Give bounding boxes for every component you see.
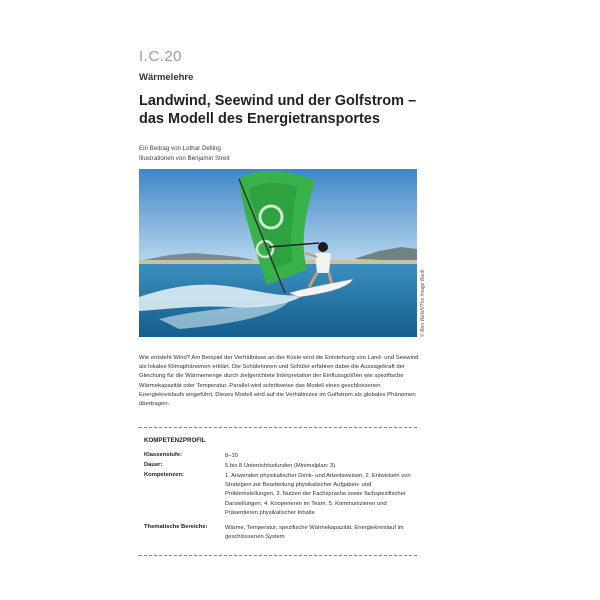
unit-code: I.C.20 — [139, 48, 183, 65]
page-title — [139, 92, 439, 128]
byline — [139, 144, 229, 164]
competencies-value: 1. Anwenden physikalischer Denk- und Arbeitsweisen, 2. Entwickeln von Strategien zur Bearbeitung physikalischer Aufgaben- und Problemstellungen, 3. Nutzen der Fachsprache sowie fachspezifischer Darstellungen, 4. Kooperieren im Team, 5. Kommunizieren und Präsentieren physikalischer Inhalte — [225, 473, 411, 516]
grade-value: 8–10 — [225, 453, 238, 459]
topics-label: Thematische Bereiche: — [144, 524, 208, 530]
title-line-1: Landwind, Seewind und der Golfstrom – — [139, 93, 417, 109]
duration-value: 5 bis 8 Unterrichtsstunden (Minimalplan: 3) — [225, 463, 336, 469]
windsurfer-photo — [139, 169, 417, 337]
divider-top — [139, 427, 417, 428]
competencies-label: Kompetenzen: — [144, 472, 184, 478]
photo-credit: © Ben Welsh/The Image Bank — [420, 269, 426, 337]
author-credit: Ein Beitrag von Lothar Delling — [139, 145, 221, 152]
windsurfer-illustration — [139, 169, 417, 337]
profile-title: KOMPETENZPROFIL — [144, 437, 206, 444]
section-label: Wärmelehre — [139, 72, 194, 83]
duration-label: Dauer: — [144, 462, 163, 468]
divider-bottom — [139, 555, 417, 556]
grade-label: Klassenstufe: — [144, 452, 183, 458]
intro-paragraph: Wie entsteht Wind? Am Beispiel der Verhältnisse an der Küste wird die Entstehung von Land- und Seewind als lokales Klimaphänomen erklärt. Die Schülerinnen und Schüler erfahren dabei die Aussagekraft der Gleichung für die Wärmemenge durch zielgerichtete Interpretation der Einflussgrößen wie spezifische Wärmekapazität oder Temperatur. Parallel wird schrittweise das Modell eines geschlossenen Energiekreislaufs eingeführt. Dieses Modell wird auf die Verhältnisse im Golfstrom als globales Phänomen übertragen. — [139, 355, 419, 408]
topics-value: Wärme, Temperatur, spezifische Wärmekapazität, Energiekreislauf im geschlossenen System — [225, 525, 404, 541]
title-line-2: das Modell des Energietransportes — [139, 111, 380, 127]
illustrator-credit: Illustrationen von Benjamin Streit — [139, 155, 230, 162]
competence-profile — [139, 427, 417, 557]
